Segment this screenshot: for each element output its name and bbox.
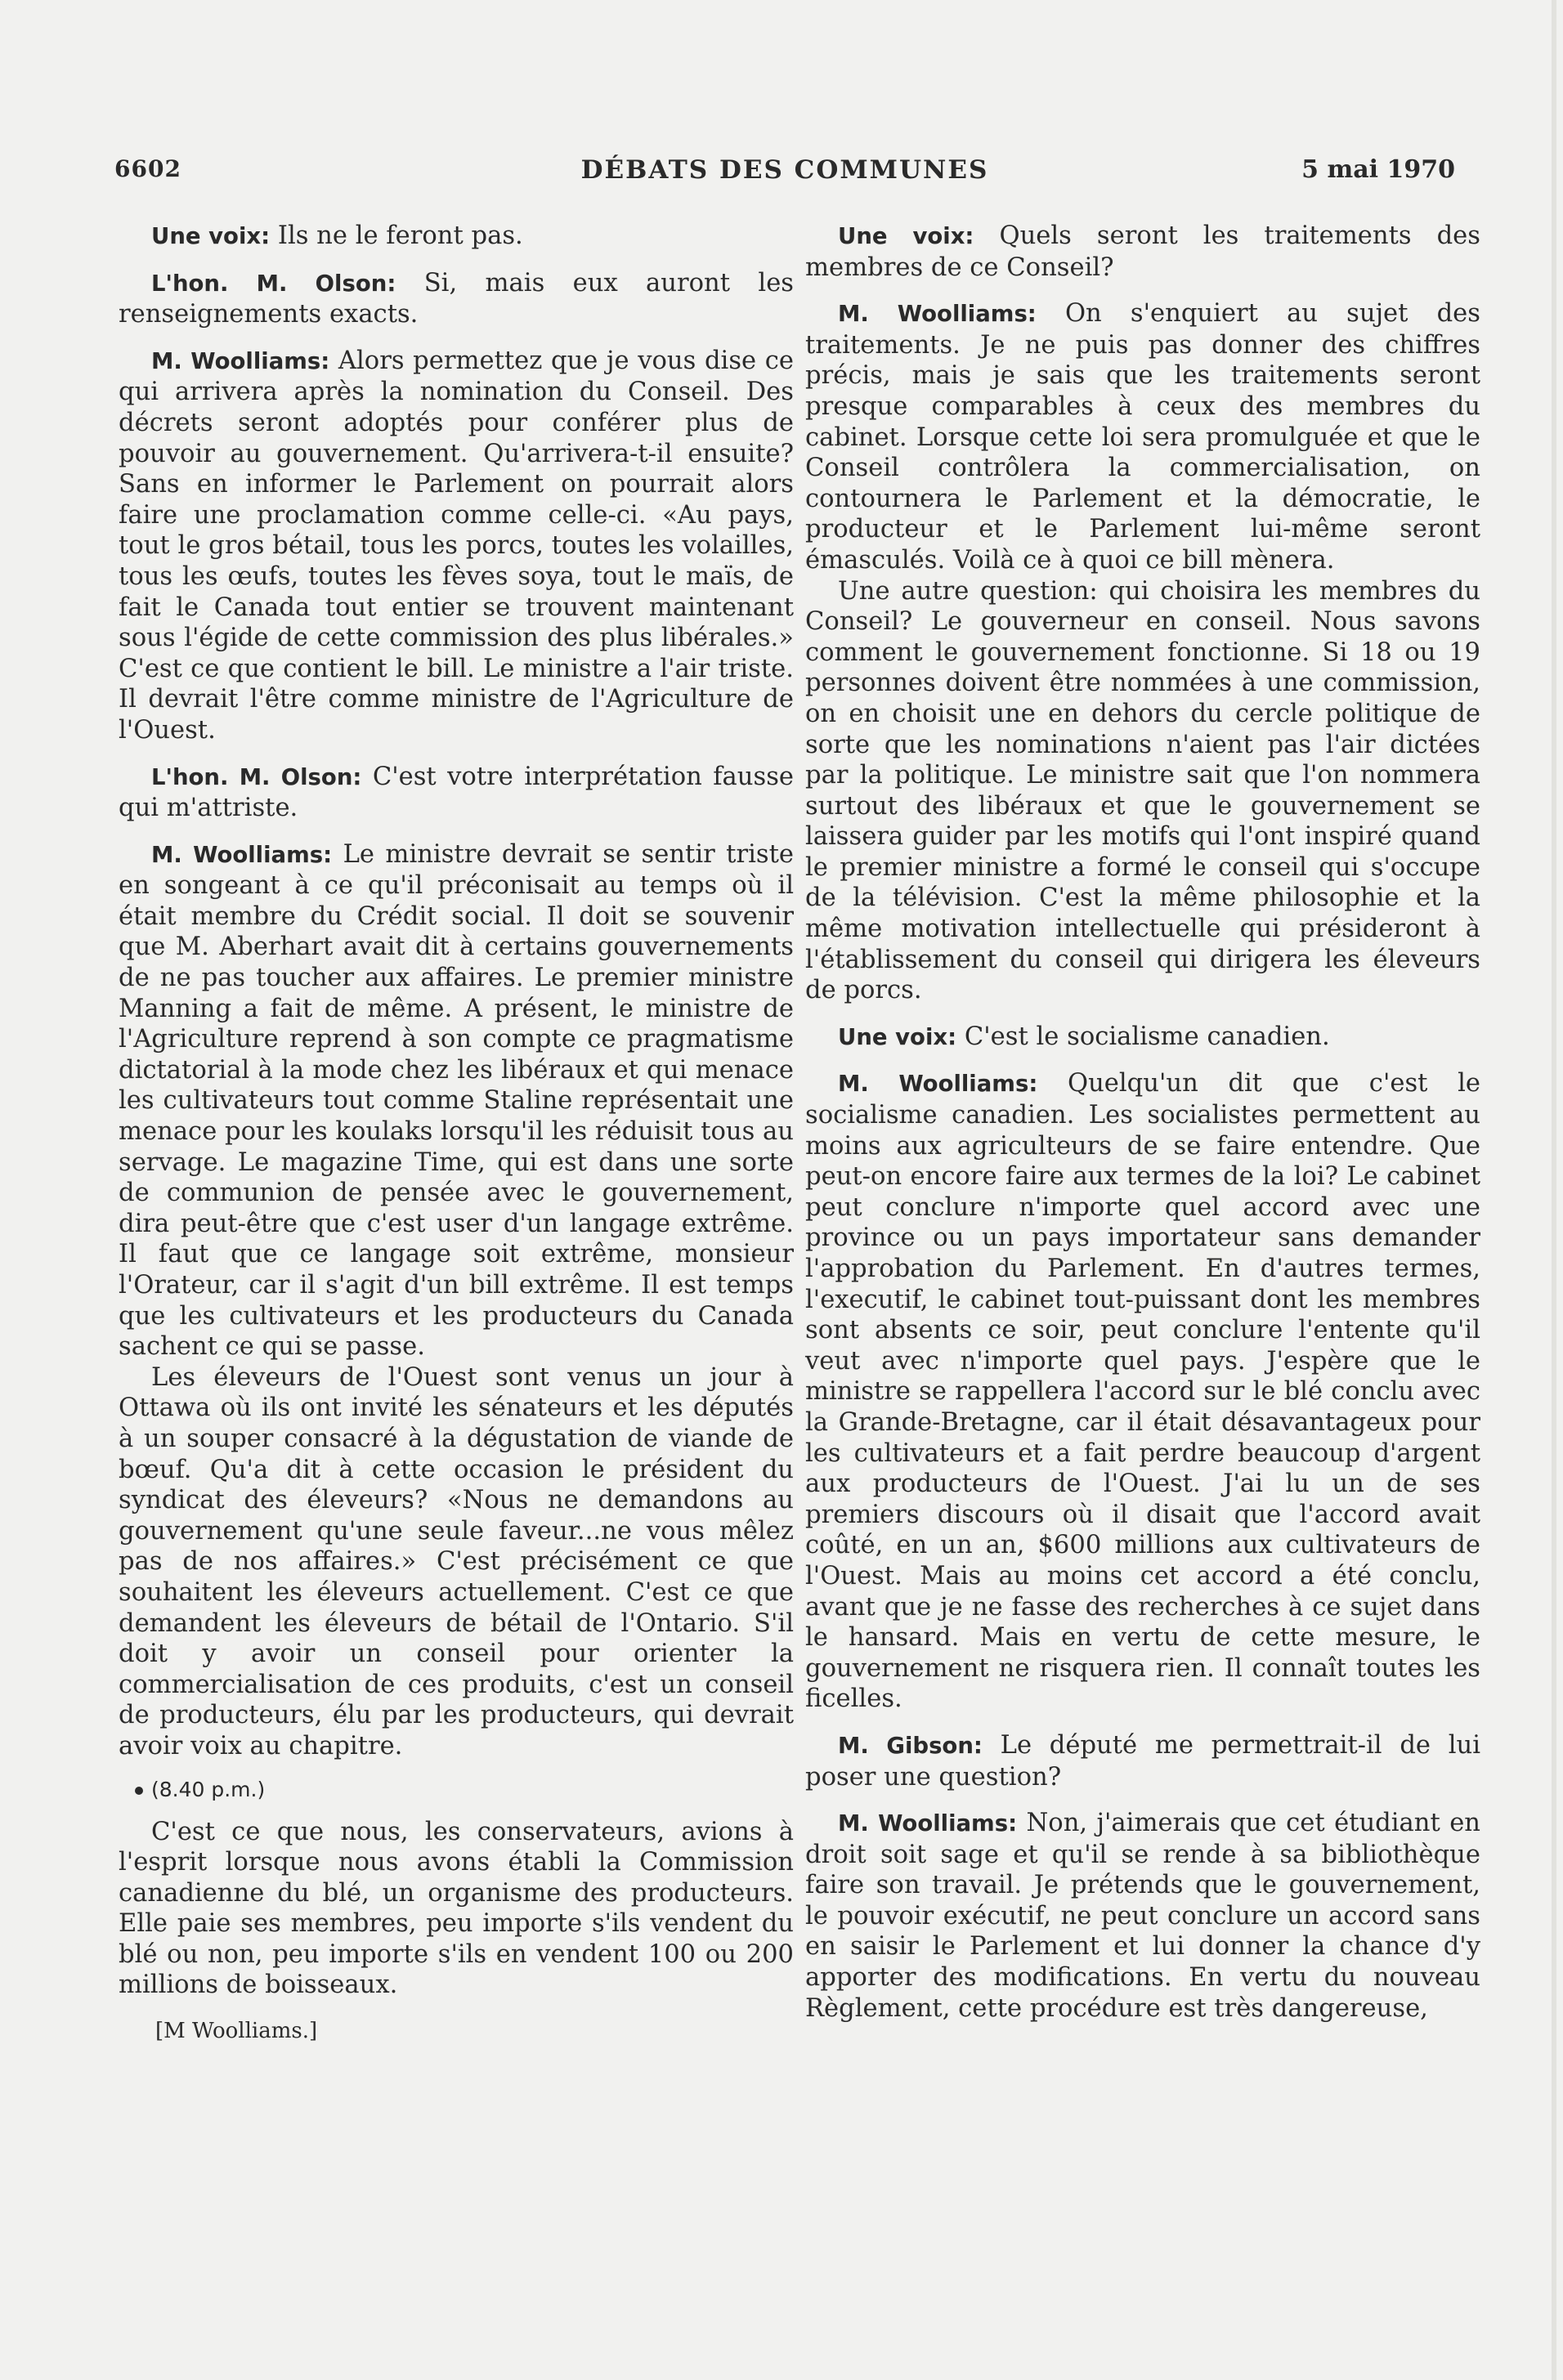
paragraph bbox=[119, 1817, 794, 2002]
speech-text: Quelqu'un dit que c'est le socialisme canadien. Les socialistes permettent au moins aux agriculteurs de se faire entendre. Que peut-on encore faire aux termes de la loi? Le cabinet peut conclure n'importe quel accord avec une province ou un pays importateur sans demander l'approbation du Parlement. En d'autres termes, l'executif, le cabinet tout-puissant dont les membres sont absents ce soir, peut conclure l'entente qu'il veut avec n'importe quel pays. J'espère que le ministre se rappellera l'accord sur le blé conclu avec la Grande-Bretagne, car il était désavantageux pour les cultivateurs et a fait perdre beaucoup d'argent aux producteurs de l'Ouest. J'ai lu un de ses premiers discours où il disait que l'accord avait coûté, en un an, $600 millions aux cultivateurs de l'Ouest. Mais au moins cet accord a été conclu, avant que je ne fasse des recherches à ce sujet dans le hansard. Mais en vertu de cette mesure, le gouvernement ne risquera rien. Il connaît toutes les ficelles. bbox=[805, 1069, 1480, 1714]
speech-text: C'est votre interprétation fausse qui m'attriste. bbox=[119, 762, 794, 823]
page-title: DÉBATS DES COMMUNES bbox=[580, 155, 989, 185]
page-fold-shadow bbox=[1552, 0, 1556, 2380]
paragraph bbox=[119, 346, 794, 746]
speech-text: Ils ne le feront pas. bbox=[277, 221, 523, 250]
speech-text: Quels seront les traitements des membres de ce Conseil? bbox=[805, 221, 1480, 282]
speech-text: Le député me permettrait-il de lui poser une question? bbox=[805, 1730, 1480, 1792]
speaker-name: M. Woolliams: bbox=[151, 347, 330, 374]
speaker-name: M. Woolliams: bbox=[838, 301, 1037, 328]
speaker-name: L'hon. M. Olson: bbox=[151, 763, 362, 790]
left-column bbox=[119, 221, 794, 2043]
paragraph bbox=[119, 221, 794, 253]
speech-text: Si, mais eux auront les renseignements exacts. bbox=[119, 268, 794, 329]
speech-text: Les éleveurs de l'Ouest sont venus un jour à Ottawa où ils ont invité les sénateurs et les députés à un souper consacré à la dégustation de viande de bœuf. Qu'a dit à cette occasion le président du syndicat des éleveurs? «Nous ne demandons au gouvernement qu'une seule faveur...ne vous mêlez pas de nos affaires.» C'est précisément ce que souhaitent les éleveurs actuellement. C'est ce que demandent les éleveurs de bétail de l'Ontario. S'il doit y avoir un conseil pour orienter la commercialisation de ces produits, c'est un conseil de producteurs, élu par les producteurs, qui devrait avoir voix au chapitre. bbox=[119, 1362, 794, 1760]
paragraph bbox=[805, 1068, 1480, 1714]
page-number: 6602 bbox=[114, 155, 181, 182]
speaker-name: M. Woolliams: bbox=[838, 1810, 1018, 1837]
speaker-name: Une voix: bbox=[151, 223, 271, 249]
paragraph bbox=[119, 839, 794, 1362]
paragraph bbox=[805, 1730, 1480, 1792]
paragraph bbox=[805, 576, 1480, 1006]
speech-text: C'est le socialisme canadien. bbox=[964, 1022, 1330, 1051]
page-date: 5 mai 1970 bbox=[1301, 155, 1455, 184]
paragraph bbox=[805, 298, 1480, 575]
paragraph bbox=[119, 762, 794, 824]
speech-text: Le ministre devrait se sentir triste en songeant à ce qu'il préconisait au temps où il était membre du Crédit social. Il doit se souvenir que M. Aberhart avait dit à certains gouvernements de ne pas toucher aux affaires. Le premier ministre Manning a fait de même. A présent, le ministre de l'Agriculture reprend à son compte ce pragmatisme dictatorial à la mode chez les libéraux et qui menace les cultivateurs tout comme Staline représentait une menace pour les koulaks lorsqu'il les réduisit tous au servage. Le magazine Time, qui est dans une sorte de communion de pensée avec le gouvernement, dira peut-être que c'est user d'un langage extrême. Il faut que ce langage soit extrême, monsieur l'Orateur, car il s'agit d'un bill extrême. Il est temps que les cultivateurs et les producteurs du Canada sachent ce qui se passe. bbox=[119, 839, 794, 1362]
speech-text: On s'enquiert au sujet des traitements. Je ne puis pas donner des chiffres précis, mais je sais que les traitements seront presque comparables à ceux des membres du cabinet. Lorsque cette loi sera promulguée et que le Conseil contrôlera la commercialisation, on contournera le Parlement et la démocratie, le producteur et le Parlement lui-même seront émasculés. Voilà ce à quoi ce bill mènera. bbox=[805, 299, 1480, 575]
paragraph bbox=[119, 1362, 794, 1762]
speaker-footer: [M Woolliams.] bbox=[155, 2019, 318, 2044]
right-column bbox=[805, 221, 1480, 2024]
speech-text: Une autre question: qui choisira les membres du Conseil? Le gouverneur en conseil. Nous savons comment le gouvernement fonctionne. Si 18 ou 19 personnes doivent être nommées à une commission, on en choisit une en dehors du cercle politique de sorte que les nominations n'aient pas l'air dictées par la politique. Le ministre sait que l'on nommera surtout des libéraux et que le gouvernement se laissera guider par les motifs qui l'ont inspiré quand le premier ministre a formé le conseil qui s'occupe de la télévision. C'est la même philosophie et la même motivation intellectuelle qui présideront à l'établissement du conseil qui dirigera les éleveurs de porcs. bbox=[805, 576, 1480, 1005]
speech-text: Alors permettez que je vous dise ce qui arrivera après la nomination du Conseil. Des décrets seront adoptés pour conférer plus de pouvoir au gouvernement. Qu'arrivera-t-il ensuite? Sans en informer le Parlement on pourrait alors faire une proclamation comme celle-ci. «Au pays, tout le gros bétail, tous les porcs, toutes les volailles, tous les œufs, toutes les fèves soya, tout le maïs, de fait le Canada tout entier se trouvent maintenant sous l'égide de cette commission des plus libérales.» C'est ce que contient le bill. Le ministre a l'air triste. Il devrait l'être comme ministre de l'Agriculture de l'Ouest. bbox=[119, 346, 794, 745]
speaker-name: M. Woolliams: bbox=[838, 1071, 1038, 1098]
paragraph bbox=[119, 268, 794, 330]
paragraph bbox=[805, 1808, 1480, 2024]
paragraph bbox=[805, 221, 1480, 283]
timestamp: (8.40 p.m.) bbox=[151, 1777, 266, 1801]
speaker-name: Une voix: bbox=[838, 223, 974, 249]
timestamp-marker bbox=[135, 1778, 794, 1801]
speaker-name: M. Gibson: bbox=[838, 1732, 983, 1759]
speaker-name: L'hon. M. Olson: bbox=[151, 270, 396, 297]
paragraph bbox=[805, 1022, 1480, 1054]
page-header bbox=[114, 155, 1455, 196]
speech-text: C'est ce que nous, les conservateurs, avions à l'esprit lorsque nous avons établi la Commission canadienne du blé, un organisme des producteurs. Elle paie ses membres, peu importe s'ils vendent du blé ou non, peu importe s'ils en vendent 100 ou 200 millions de boisseaux. bbox=[119, 1817, 794, 2000]
speech-text: Non, j'aimerais que cet étudiant en droit soit sage et qu'il se rende à sa bibliothèque faire son travail. Je prétends que le gouvernement, le pouvoir exécutif, ne peut conclure un accord sans en saisir le Parlement et lui donner la chance d'y apporter des modifications. En vertu du nouveau Règlement, cette procédure est très dangereuse, bbox=[805, 1809, 1480, 2023]
speaker-name: Une voix: bbox=[838, 1023, 957, 1050]
bullet-icon bbox=[135, 1787, 143, 1795]
speaker-name: M. Woolliams: bbox=[151, 841, 333, 868]
